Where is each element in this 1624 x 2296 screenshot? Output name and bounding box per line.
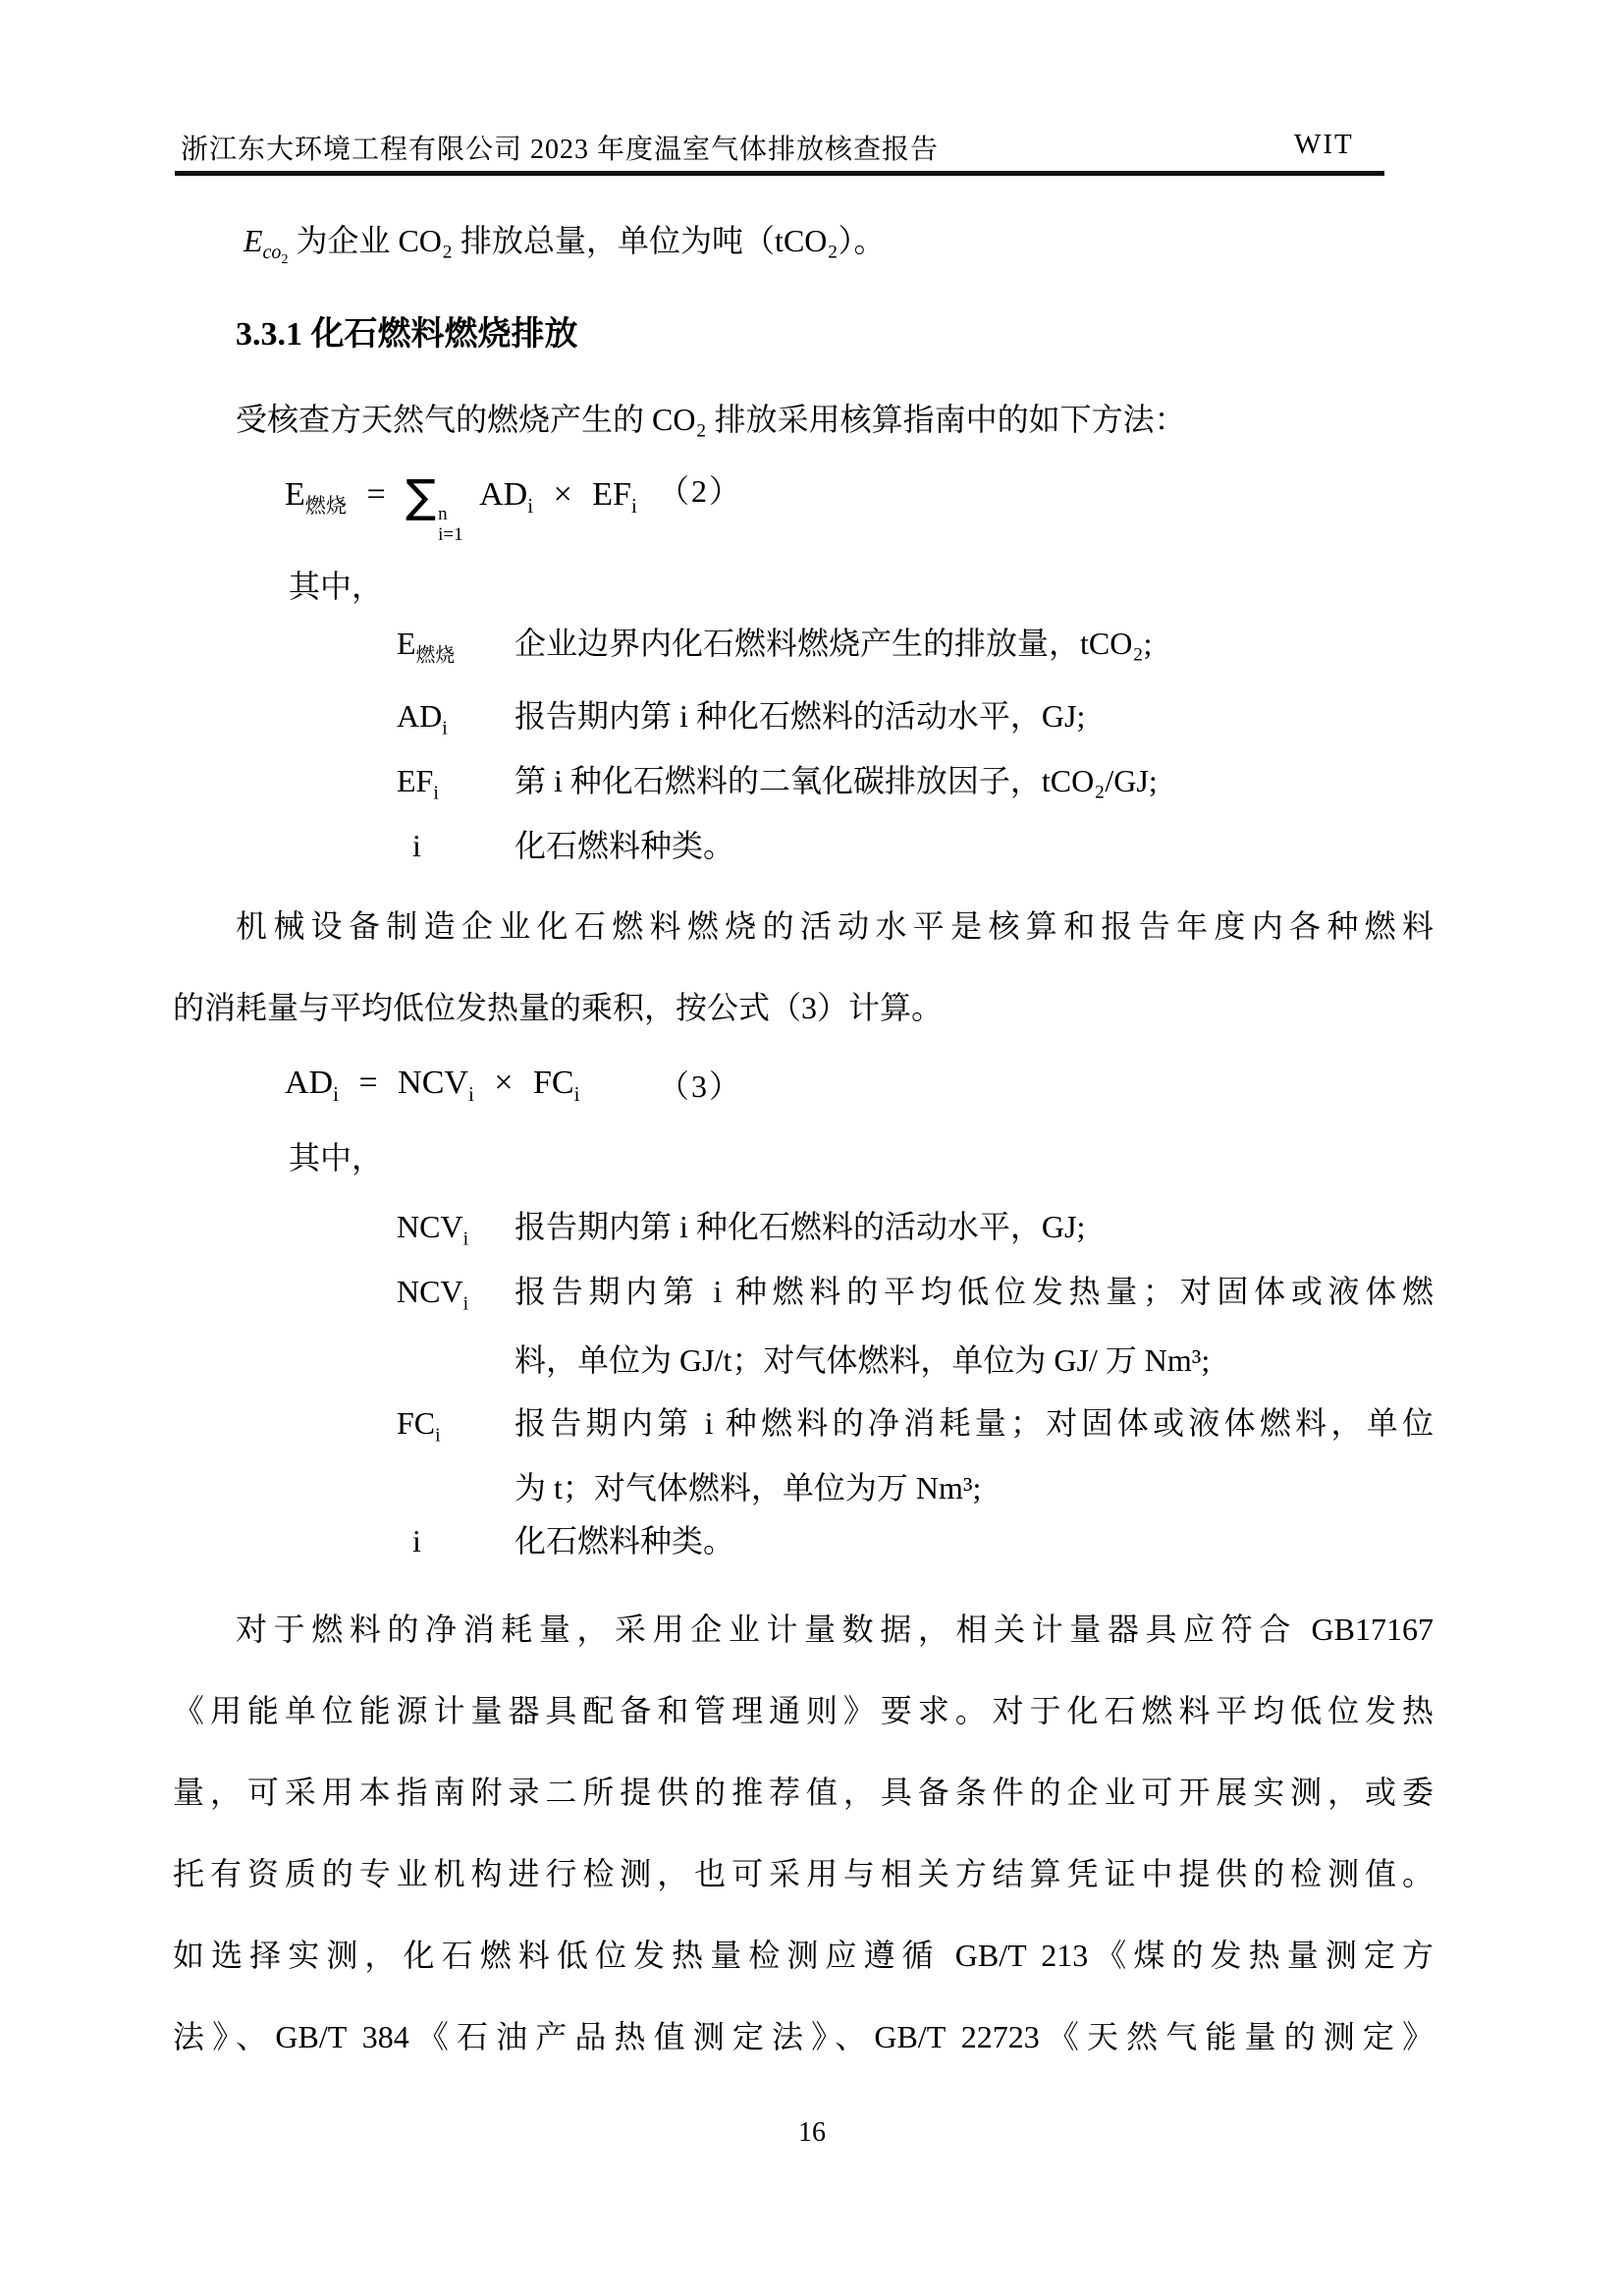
equals-sign: = — [358, 1065, 378, 1101]
para-fuel-line1: 对于燃料的净消耗量，采用企业计量数据，相关计量器具应符合 GB17167 — [236, 1612, 1434, 1647]
def-desc-i: 化石燃料种类。 — [514, 828, 735, 863]
def-desc-ef: 第 i 种化石燃料的二氧化碳排放因子，tCO₂/GJ; — [514, 763, 1158, 798]
formula2-lhs: $E_{燃烧}$ — [285, 476, 347, 518]
formula3-ad: $AD_i$ — [285, 1065, 339, 1106]
para-machine-line1: 机械设备制造企业化石燃料燃烧的活动水平是核算和报告年度内各种燃料 — [236, 908, 1434, 944]
intro-line — [173, 220, 1434, 268]
equals-sign: = — [366, 476, 386, 513]
def-desc-fc-line1: 报告期内第 i 种燃料的净消耗量；对固体或液体燃料，单位 — [514, 1405, 1434, 1441]
symbol-e: E — [244, 223, 263, 258]
sigma-limits: n i=1 — [438, 504, 463, 546]
def-term-ad: $AD_i$ — [397, 698, 448, 739]
header-title: 浙江东大环境工程有限公司 2023 年度温室气体排放核查报告 — [181, 135, 940, 165]
def-term-ncv-2: $NCV_i$ — [397, 1274, 469, 1315]
para-fuel-line5: 如选择实测，化石燃料低位发热量检测应遵循 GB/T 213《煤的发热量测定方 — [173, 1938, 1434, 1973]
para-fuel-line4: 托有资质的专业机构进行检测，也可采用与相关方结算凭证中提供的检测值。 — [173, 1856, 1434, 1891]
header-rule — [175, 171, 1384, 176]
def-term-fc: $FC_i$ — [397, 1405, 441, 1447]
para-fuel-line3: 量，可采用本指南附录二所提供的推荐值，具备条件的企业可开展实测，或委 — [173, 1775, 1434, 1810]
def-desc-ncv-1: 报告期内第 i 种化石燃料的活动水平，GJ; — [514, 1209, 1086, 1244]
page-number: 16 — [798, 2117, 826, 2148]
def-desc-ncv-2-line2: 料，单位为 GJ/t；对气体燃料，单位为 GJ/ 万 Nm³; — [514, 1342, 1211, 1378]
formula-combustion — [173, 465, 1545, 546]
def-term-ncv-1: $NCV_i$ — [397, 1209, 469, 1250]
where-lead-1: 其中， — [289, 569, 384, 604]
para-fuel-line6: 法》、GB/T 384《石油产品热值测定法》、GB/T 22723《天然气能量的测定》 — [173, 2019, 1434, 2054]
formula3-number: （3） — [658, 1068, 743, 1104]
section-heading: 3.3.1 化石燃料燃烧排放 — [236, 316, 578, 353]
formula3-fc: $FC_i$ — [533, 1065, 580, 1106]
para-machine-line2: 的消耗量与平均低位发热量的乘积，按公式（3）计算。 — [173, 990, 944, 1025]
def-desc-i-2: 化石燃料种类。 — [514, 1523, 735, 1558]
where-lead-2: 其中， — [289, 1140, 384, 1175]
def-desc-ad: 报告期内第 i 种化石燃料的活动水平，GJ; — [514, 698, 1086, 734]
def-term-i: i — [412, 828, 421, 863]
formula-activity — [173, 1061, 1545, 1106]
sigma-symbol: ∑ — [406, 469, 437, 522]
times-sign: × — [494, 1065, 514, 1101]
intro-text: 为企业 CO₂ 排放总量，单位为吨（tCO₂）。 — [296, 223, 886, 258]
def-desc-fc-line2: 为 t；对气体燃料，单位为万 Nm³; — [514, 1470, 982, 1505]
formula3-ncv: $NCV_i$ — [398, 1065, 474, 1106]
def-desc-ncv-2-line1: 报告期内第 i 种燃料的平均低位发热量；对固体或液体燃 — [514, 1274, 1434, 1309]
def-term-i-2: i — [412, 1523, 421, 1558]
symbol-e-subscript: co2 — [262, 242, 289, 268]
formula2-ef: $EF_i$ — [592, 476, 637, 518]
formula2-number: （2） — [658, 473, 743, 509]
header-right-label: WIT — [1294, 129, 1354, 160]
def-term-e-combustion: $E_{燃烧}$ — [397, 626, 456, 667]
def-desc-e-combustion: 企业边界内化石燃料燃烧产生的排放量，tCO₂; — [514, 626, 1153, 661]
method-intro-line: 受核查方天然气的燃烧产生的 CO₂ 排放采用核算指南中的如下方法： — [236, 402, 1186, 437]
def-term-ef: $EF_i$ — [397, 763, 439, 804]
para-fuel-line2: 《用能单位能源计量器具配备和管理通则》要求。对于化石燃料平均低位发热 — [173, 1693, 1434, 1728]
formula2-ad: $AD_i$ — [479, 476, 534, 518]
times-sign: × — [553, 476, 572, 513]
